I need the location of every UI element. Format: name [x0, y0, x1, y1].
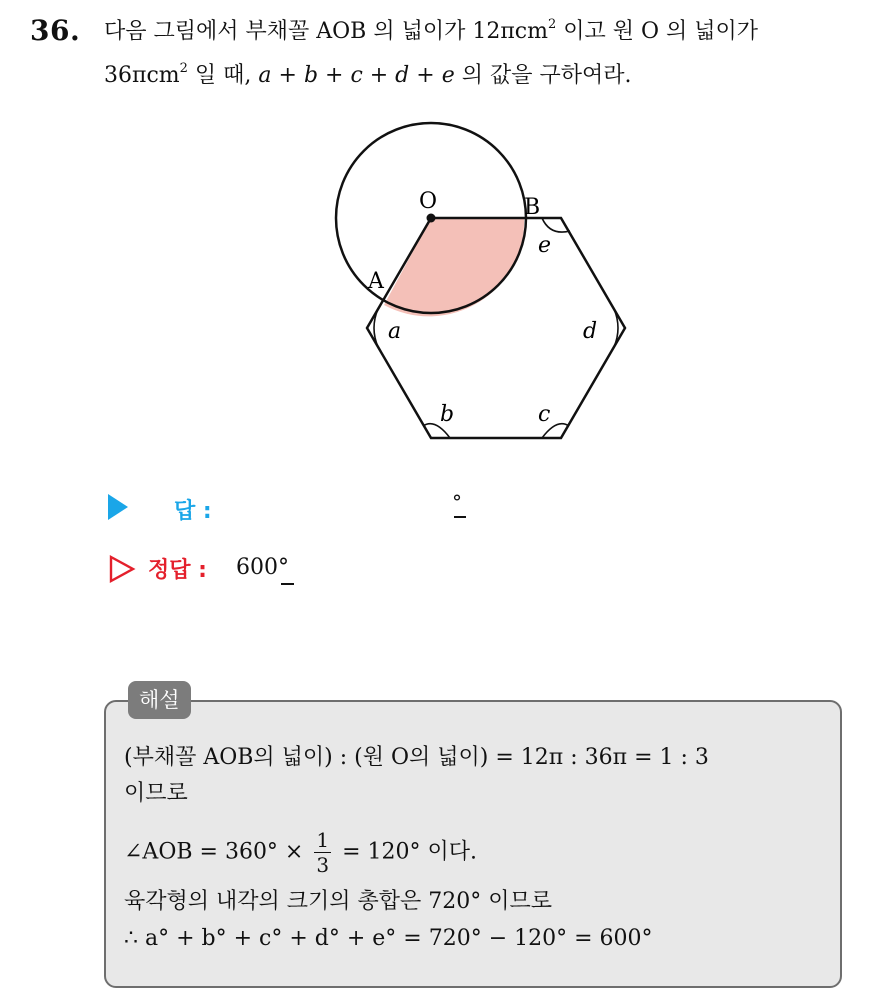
label-angle-b: b: [440, 402, 455, 427]
fraction-denominator: 3: [316, 853, 330, 877]
correct-value: [236, 555, 289, 580]
explanation-line-1: (부채꼴 AOB의 넓이) : (원 O의 넓이) = 12π : 36π = 1 : 3: [124, 745, 709, 770]
explanation-line-3: [124, 828, 477, 877]
label-angle-c: c: [538, 402, 551, 427]
question-line-1: [104, 14, 758, 45]
explanation-angle-post: = 120° 이다.: [342, 839, 478, 865]
geometry-figure: [300, 108, 640, 458]
correct-label: 정답 :: [148, 558, 207, 583]
explanation-angle-pre: ∠AOB = 360° ×: [124, 839, 304, 865]
question-line-2: [104, 58, 631, 89]
correct-unit: °: [278, 555, 289, 580]
question-text-2: 36πcm: [104, 63, 180, 88]
answer-label: 답 :: [174, 499, 212, 524]
question-tail-2: 의 값을 구하여라.: [454, 63, 632, 88]
correct-answer-row: [108, 553, 508, 587]
question-tail-1: 이고 원 O 의 넓이가: [556, 19, 759, 44]
sector-aob: [384, 218, 524, 316]
outline-triangle-icon: [108, 555, 136, 583]
question-number: 36.: [30, 14, 81, 47]
question-text-1: 다음 그림에서 부채꼴 AOB 의 넓이가 12πcm: [104, 19, 548, 44]
superscript-2: 2: [179, 61, 188, 76]
answer-blank-unit: °: [452, 490, 462, 514]
fraction-one-third: [314, 828, 331, 877]
question-expression: a + b + c + d + e: [258, 63, 455, 88]
label-angle-a: a: [388, 319, 402, 344]
correct-underline: [281, 583, 294, 585]
label-o: O: [419, 189, 438, 214]
explanation-tag: 해설: [128, 681, 191, 719]
superscript-1: 2: [547, 17, 557, 32]
center-point: [427, 214, 436, 223]
label-angle-e: e: [538, 233, 552, 258]
label-a: A: [368, 269, 384, 294]
play-triangle-icon: [108, 494, 128, 520]
explanation-line-2: 이므로: [124, 781, 188, 806]
answer-blank-line: [454, 516, 466, 518]
explanation-line-5: ∴ a° + b° + c° + d° + e° = 720° − 120° = 600°: [124, 926, 653, 951]
label-b: B: [524, 195, 541, 220]
explanation-line-4: 육각형의 내각의 크기의 총합은 720° 이므로: [124, 889, 552, 914]
answer-row: [108, 490, 508, 524]
label-angle-d: d: [583, 319, 598, 344]
question-mid-2: 일 때,: [187, 63, 259, 88]
correct-number: 600: [236, 555, 278, 580]
fraction-numerator: 1: [316, 828, 330, 852]
